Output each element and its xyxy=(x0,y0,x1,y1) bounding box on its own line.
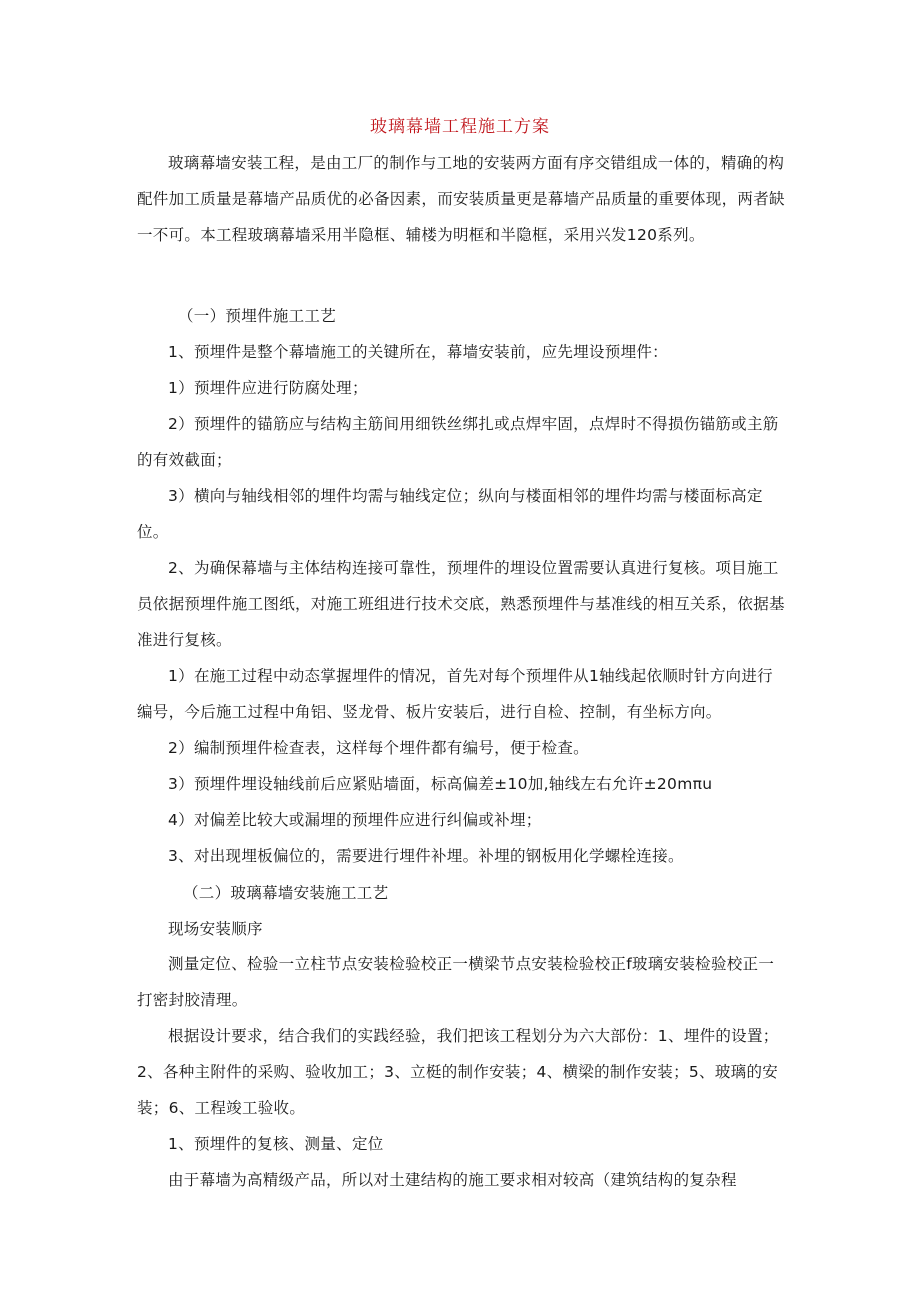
paragraph-item: 4）对偏差比较大或漏埋的预埋件应进行纠偏或补埋； xyxy=(168,811,542,829)
section-heading-1: （一）预埋件施工工艺 xyxy=(178,307,337,325)
paragraph-item: 1）在施工过程中动态掌握埋件的情况，首先对每个预埋件从1轴线起依顺时针方向进行编号，今后施工过程中角铝、竖龙骨、板片安装后，进行自检、控制，有坐标方向。 xyxy=(137,667,773,721)
paragraph-item: 3、对出现埋板偏位的，需要进行埋件补埋。补埋的钢板用化学螺栓连接。 xyxy=(168,847,684,865)
paragraph-item: 1、预埋件是整个幕墙施工的关键所在，幕墙安装前，应先埋设预埋件： xyxy=(168,343,668,361)
paragraph-item: 2）预埋件的锚筋应与结构主筋间用细铁丝绑扎或点焊牢固，点焊时不得损伤锚筋或主筋的有效截面； xyxy=(137,415,779,469)
paragraph-item: 1）预埋件应进行防腐处理； xyxy=(168,379,368,397)
section-heading-2: （二）玻璃幕墙安装施工工艺 xyxy=(183,884,389,902)
paragraph-item: 测量定位、检验一立柱节点安装检验校正一横梁节点安装检验校正f玻璃安装检验校正一打密封胶清理。 xyxy=(137,955,775,1009)
paragraph-item: 2）编制预埋件检查表，这样每个埋件都有编号，便于检查。 xyxy=(168,739,589,757)
paragraph-item: 1、预埋件的复核、测量、定位 xyxy=(168,1135,384,1153)
paragraph-intro: 玻璃幕墙安装工程，是由工厂的制作与工地的安装两方面有序交错组成一体的，精确的构配件加工质量是幕墙产品质优的必备因素，而安装质量更是幕墙产品质量的重要体现，两者缺一不可。本工程玻璃幕墙采用半隐框、辅楼为明框和半隐框，采用兴发120系列。 xyxy=(137,154,785,244)
paragraph-item: 3）预埋件埋设轴线前后应紧贴墙面，标高偏差±10加,轴线左右允许±20mπu xyxy=(168,775,713,793)
paragraph-item: 由于幕墙为高精级产品，所以对土建结构的施工要求相对较高（建筑结构的复杂程 xyxy=(168,1171,737,1189)
paragraph-item: 3）横向与轴线相邻的埋件均需与轴线定位；纵向与楼面相邻的埋件均需与楼面标高定位。 xyxy=(137,487,763,541)
paragraph-item: 现场安装顺序 xyxy=(168,920,263,938)
document-title: 玻璃幕墙工程施工方案 xyxy=(370,117,550,137)
paragraph-item: 根据设计要求，结合我们的实践经验，我们把该工程划分为六大部份：1、埋件的设置；2、各种主附件的采购、验收加工；3、立梃的制作安装；4、横梁的制作安装；5、玻璃的安装；6、工程竣工验收。 xyxy=(137,1027,779,1117)
paragraph-item: 2、为确保幕墙与主体结构连接可靠性，预埋件的埋设位置需要认真进行复核。项目施工员依据预埋件施工图纸，对施工班组进行技术交底，熟悉预埋件与基准线的相互关系，依据基准进行复核。 xyxy=(137,559,785,649)
